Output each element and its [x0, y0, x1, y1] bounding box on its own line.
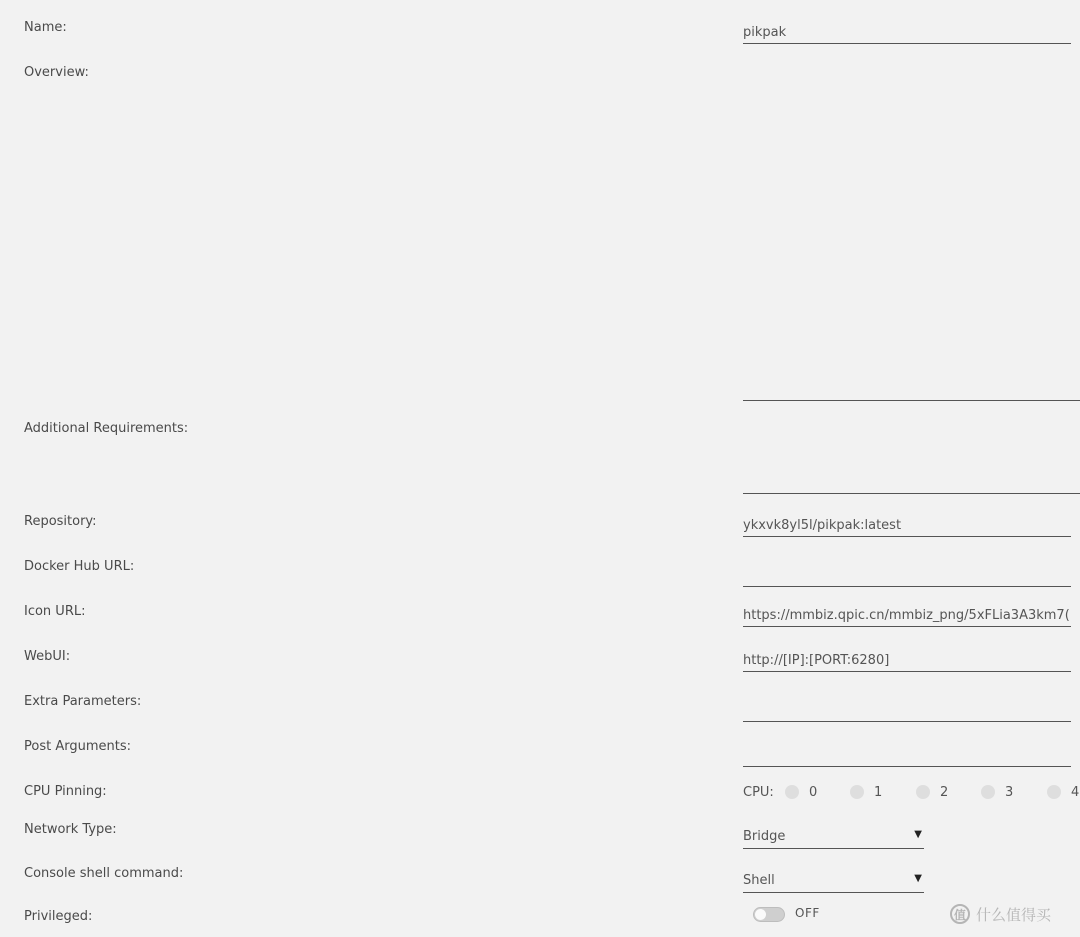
repository-field[interactable]: [743, 516, 1071, 537]
watermark-logo-icon: 值: [950, 904, 970, 924]
toggle-knob: [755, 909, 766, 920]
webui-field[interactable]: [743, 651, 1071, 672]
repository-value: ykxvk8yl5l/pikpak:latest: [743, 518, 902, 533]
privileged-toggle[interactable]: [753, 907, 785, 922]
watermark: [950, 902, 1051, 926]
network-type-label: Network Type:: [24, 822, 117, 837]
cpu-pinning-label: CPU Pinning:: [24, 784, 107, 799]
checkbox-icon[interactable]: [850, 785, 864, 799]
docker-hub-url-field[interactable]: [743, 566, 1071, 587]
name-field[interactable]: [743, 23, 1071, 44]
cpu-core-label: 4: [1071, 785, 1080, 800]
webui-value: http://[IP]:[PORT:6280]: [743, 653, 890, 668]
console-shell-label: Console shell command:: [24, 866, 184, 881]
network-type-select[interactable]: [743, 826, 924, 849]
docker-hub-url-label: Docker Hub URL:: [24, 559, 135, 574]
repository-label: Repository:: [24, 514, 97, 529]
cpu-core-label: 3: [1005, 785, 1014, 800]
extra-parameters-field[interactable]: [743, 701, 1071, 722]
post-arguments-field[interactable]: [743, 746, 1071, 767]
cpu-core-label: 2: [940, 785, 949, 800]
name-value: pikpak: [743, 25, 787, 40]
checkbox-icon[interactable]: [981, 785, 995, 799]
overview-textarea[interactable]: [743, 60, 1080, 401]
webui-label: WebUI:: [24, 649, 71, 664]
cpu-core-label: 1: [874, 785, 883, 800]
watermark-text: 什么值得买: [976, 905, 1052, 924]
network-type-value: Bridge: [743, 829, 786, 844]
post-arguments-label: Post Arguments:: [24, 739, 131, 754]
additional-requirements-textarea[interactable]: [743, 412, 1080, 494]
additional-requirements-label: Additional Requirements:: [24, 421, 189, 436]
checkbox-icon[interactable]: [785, 785, 799, 799]
console-shell-value: Shell: [743, 873, 775, 888]
privileged-label: Privileged:: [24, 909, 93, 924]
checkbox-icon[interactable]: [1047, 785, 1061, 799]
console-shell-select[interactable]: [743, 870, 924, 893]
extra-parameters-label: Extra Parameters:: [24, 694, 142, 709]
icon-url-label: Icon URL:: [24, 604, 86, 619]
cpu-prefix: CPU:: [743, 785, 774, 800]
caret-down-icon: ▼: [914, 829, 922, 840]
cpu-core-label: 0: [809, 785, 818, 800]
privileged-state: OFF: [795, 906, 820, 920]
caret-down-icon: ▼: [914, 873, 922, 884]
icon-url-value: https://mmbiz.qpic.cn/mmbiz_png/5xFLia3A3km7(: [743, 608, 1070, 623]
icon-url-field[interactable]: [743, 606, 1071, 627]
overview-label: Overview:: [24, 65, 89, 80]
name-label: Name:: [24, 20, 67, 35]
checkbox-icon[interactable]: [916, 785, 930, 799]
